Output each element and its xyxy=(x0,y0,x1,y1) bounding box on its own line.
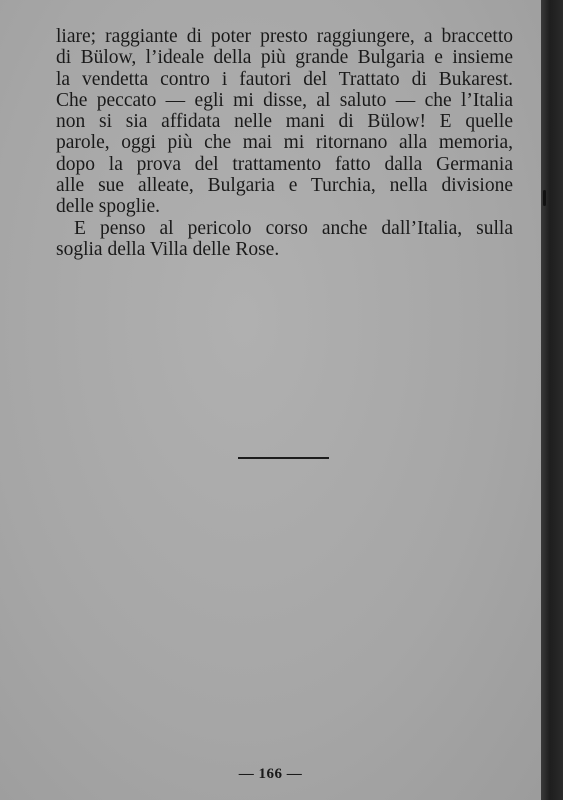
text-line: la vendetta contro i fautori del Trattato di Bukarest. xyxy=(56,68,513,90)
text-line: liare; raggiante di poter presto raggiungere, a braccetto xyxy=(56,26,513,47)
text-line: delle spoglie. xyxy=(56,196,160,218)
text-line: Che peccato — egli mi disse, al saluto — che l’Italia xyxy=(56,89,513,111)
text-line: di Bülow, l’ideale della più grande Bulgaria e insieme xyxy=(56,47,513,69)
text-line: alle sue alleate, Bulgaria e Turchia, nella divisione xyxy=(56,175,513,197)
text-line: dopo la prova del trattamento fatto dalla Germania xyxy=(56,153,513,175)
text-line: non si sia affidata nelle mani di Bülow! E quelle xyxy=(56,111,513,133)
spine-mark xyxy=(543,190,546,206)
body-text xyxy=(56,26,513,260)
section-divider xyxy=(238,457,329,459)
book-spine-shadow xyxy=(541,0,563,800)
page-number: — 166 — xyxy=(238,766,303,782)
text-line: parole, oggi più che mai mi ritornano alla memoria, xyxy=(56,132,513,154)
text-line: soglia della Villa delle Rose. xyxy=(56,238,280,260)
text-line: E penso al pericolo corso anche dall’Italia, sulla xyxy=(74,217,513,239)
